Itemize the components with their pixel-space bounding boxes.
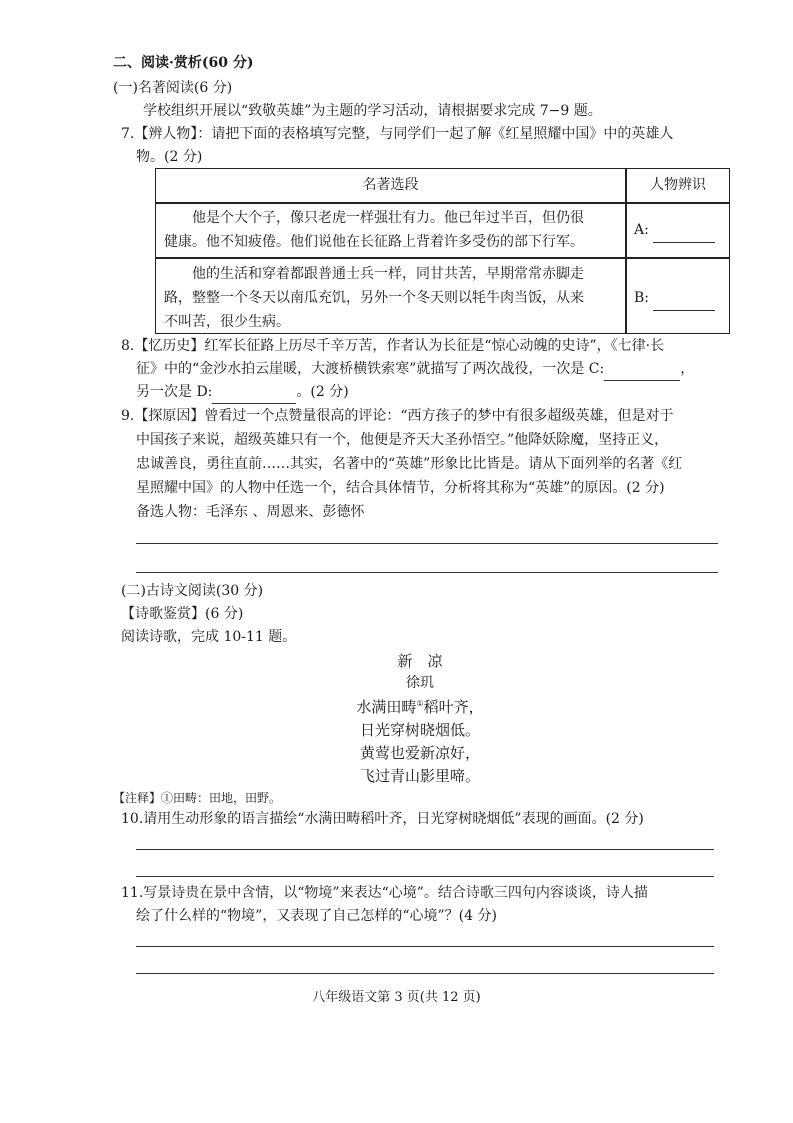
poem-line-1-b: 稻叶齐， — [423, 698, 484, 716]
table-row-2-answer — [634, 287, 726, 311]
poem-line-1 — [340, 696, 500, 719]
poem-line-1-a: 水满田畴 — [356, 698, 417, 716]
q9-line4: 星照耀中国》的人物中任选一个，结合具体情节，分析将其称为“英雄”的原因。(2 分) — [136, 480, 665, 496]
part1-intro: 学校组织开展以“致敬英雄”为主题的学习活动，请根据要求完成 7−9 题。 — [143, 103, 602, 119]
q8-line2-text: 征》中的“金沙水拍云崖暖，大渡桥横铁索寒”就描写了两次战役，一次是 C: — [136, 361, 605, 377]
q10-answer-line-1[interactable] — [136, 849, 714, 850]
q9-answer-line-1[interactable] — [136, 543, 718, 544]
poem-note: 【注释】①田畴：田地，田野。 — [113, 791, 282, 805]
q11-answer-line-1[interactable] — [136, 946, 714, 947]
character-table — [155, 168, 730, 334]
q9-answer-line-2[interactable] — [136, 572, 718, 573]
answer-b-blank[interactable] — [653, 294, 715, 311]
table-row-2-line1: 他的生活和穿着都跟普通士兵一样，同甘共苦，早期常常赤脚走 — [192, 266, 584, 282]
table-row-2-line2: 路，整整一个冬天以南瓜充饥，另外一个冬天则以牦牛肉当饭，从来 — [164, 289, 584, 306]
answer-d-blank[interactable] — [212, 387, 296, 404]
q10-answer-line-2[interactable] — [136, 876, 714, 877]
answer-a-label: A: — [634, 222, 649, 238]
q8-line3 — [136, 382, 349, 404]
q8-line3-end: 。(2 分) — [296, 384, 349, 400]
part2-instruction: 阅读诗歌，完成 10-11 题。 — [121, 629, 297, 645]
table-row-1-answer — [634, 219, 726, 243]
q8-line1: 8.【忆历史】红军长征路上历尽千辛万苦，作者认为长征是“惊心动魄的史诗”，《七律·长 — [121, 338, 665, 354]
q7-line1: 7.【辨人物】：请把下面的表格填写完整，与同学们一起了解《红星照耀中国》中的英雄人 — [121, 126, 674, 142]
table-divider-row — [156, 257, 729, 259]
q11-answer-line-2[interactable] — [136, 973, 714, 974]
poem-line-4: 飞过青山影里啼。 — [359, 767, 480, 785]
part1-title: (一)名著阅读(6 分) — [113, 80, 233, 96]
table-row-2-excerpt — [164, 263, 619, 334]
q7-line2: 物。(2 分) — [136, 149, 203, 165]
table-row-1-line1: 他是个大个子，像只老虎一样强壮有力。他已年过半百，但仍很 — [192, 210, 584, 226]
poem-footnote-mark: ① — [416, 699, 424, 708]
section-heading: 二、阅读·赏析(60 分) — [113, 55, 254, 71]
q9-line5: 备选人物：毛泽东 、周恩来、彭德怀 — [136, 504, 365, 520]
q8-line2-end: ， — [680, 361, 695, 377]
poem-line-3: 黄莺也爱新凉好， — [359, 744, 480, 762]
table-row-2-line3: 不叫苦，很少生病。 — [164, 313, 290, 330]
table-divider-header — [156, 202, 729, 204]
table-row-1-line2: 健康。他不知疲倦。他们说他在长征路上背着许多受伤的部下行军。 — [164, 233, 584, 250]
page-footer: 八年级语文第 3 页(共 12 页) — [312, 990, 481, 1005]
q11-line2: 绘了什么样的“物境”，又表现了自己怎样的“心境”？(4 分) — [136, 908, 497, 924]
q8-line2 — [136, 359, 694, 381]
q9-line2: 中国孩子来说，超级英雄只有一个，他便是齐天大圣孙悟空。”他降妖除魔，坚持正义， — [136, 432, 669, 448]
poem-title: 新 凉 — [397, 652, 443, 670]
table-header-excerpt: 名著选段 — [362, 177, 419, 193]
table-row-1-excerpt — [164, 207, 619, 255]
poem-line-2: 日光穿树晓烟低。 — [359, 721, 480, 739]
part2-subtitle: 【诗歌鉴赏】(6 分) — [121, 606, 244, 622]
q8-line3-text: 另一次是 D: — [136, 384, 213, 400]
q10-text: 10.请用生动形象的语言描绘“水满田畴稻叶齐，日光穿树晓烟低”表现的画面。(2 分) — [121, 811, 644, 827]
answer-a-blank[interactable] — [653, 226, 715, 243]
answer-c-blank[interactable] — [604, 364, 680, 381]
q9-line1: 9.【探原因】曾看过一个点赞量很高的评论：“西方孩子的梦中有很多超级英雄，但是对于 — [121, 408, 674, 424]
q9-line3: 忠诚善良，勇往直前……其实，名著中的“英雄”形象比比皆是。请从下面列举的名著《红 — [136, 456, 683, 472]
part2-title: (二)古诗文阅读(30 分) — [121, 583, 264, 599]
poem-author: 徐玑 — [406, 675, 434, 691]
table-header-identify: 人物辨识 — [650, 177, 706, 193]
q11-line1: 11.写景诗贵在景中含情，以“物境”来表达“心境”。结合诗歌三四句内容谈谈，诗人描 — [121, 885, 648, 901]
answer-b-label: B: — [634, 290, 650, 306]
